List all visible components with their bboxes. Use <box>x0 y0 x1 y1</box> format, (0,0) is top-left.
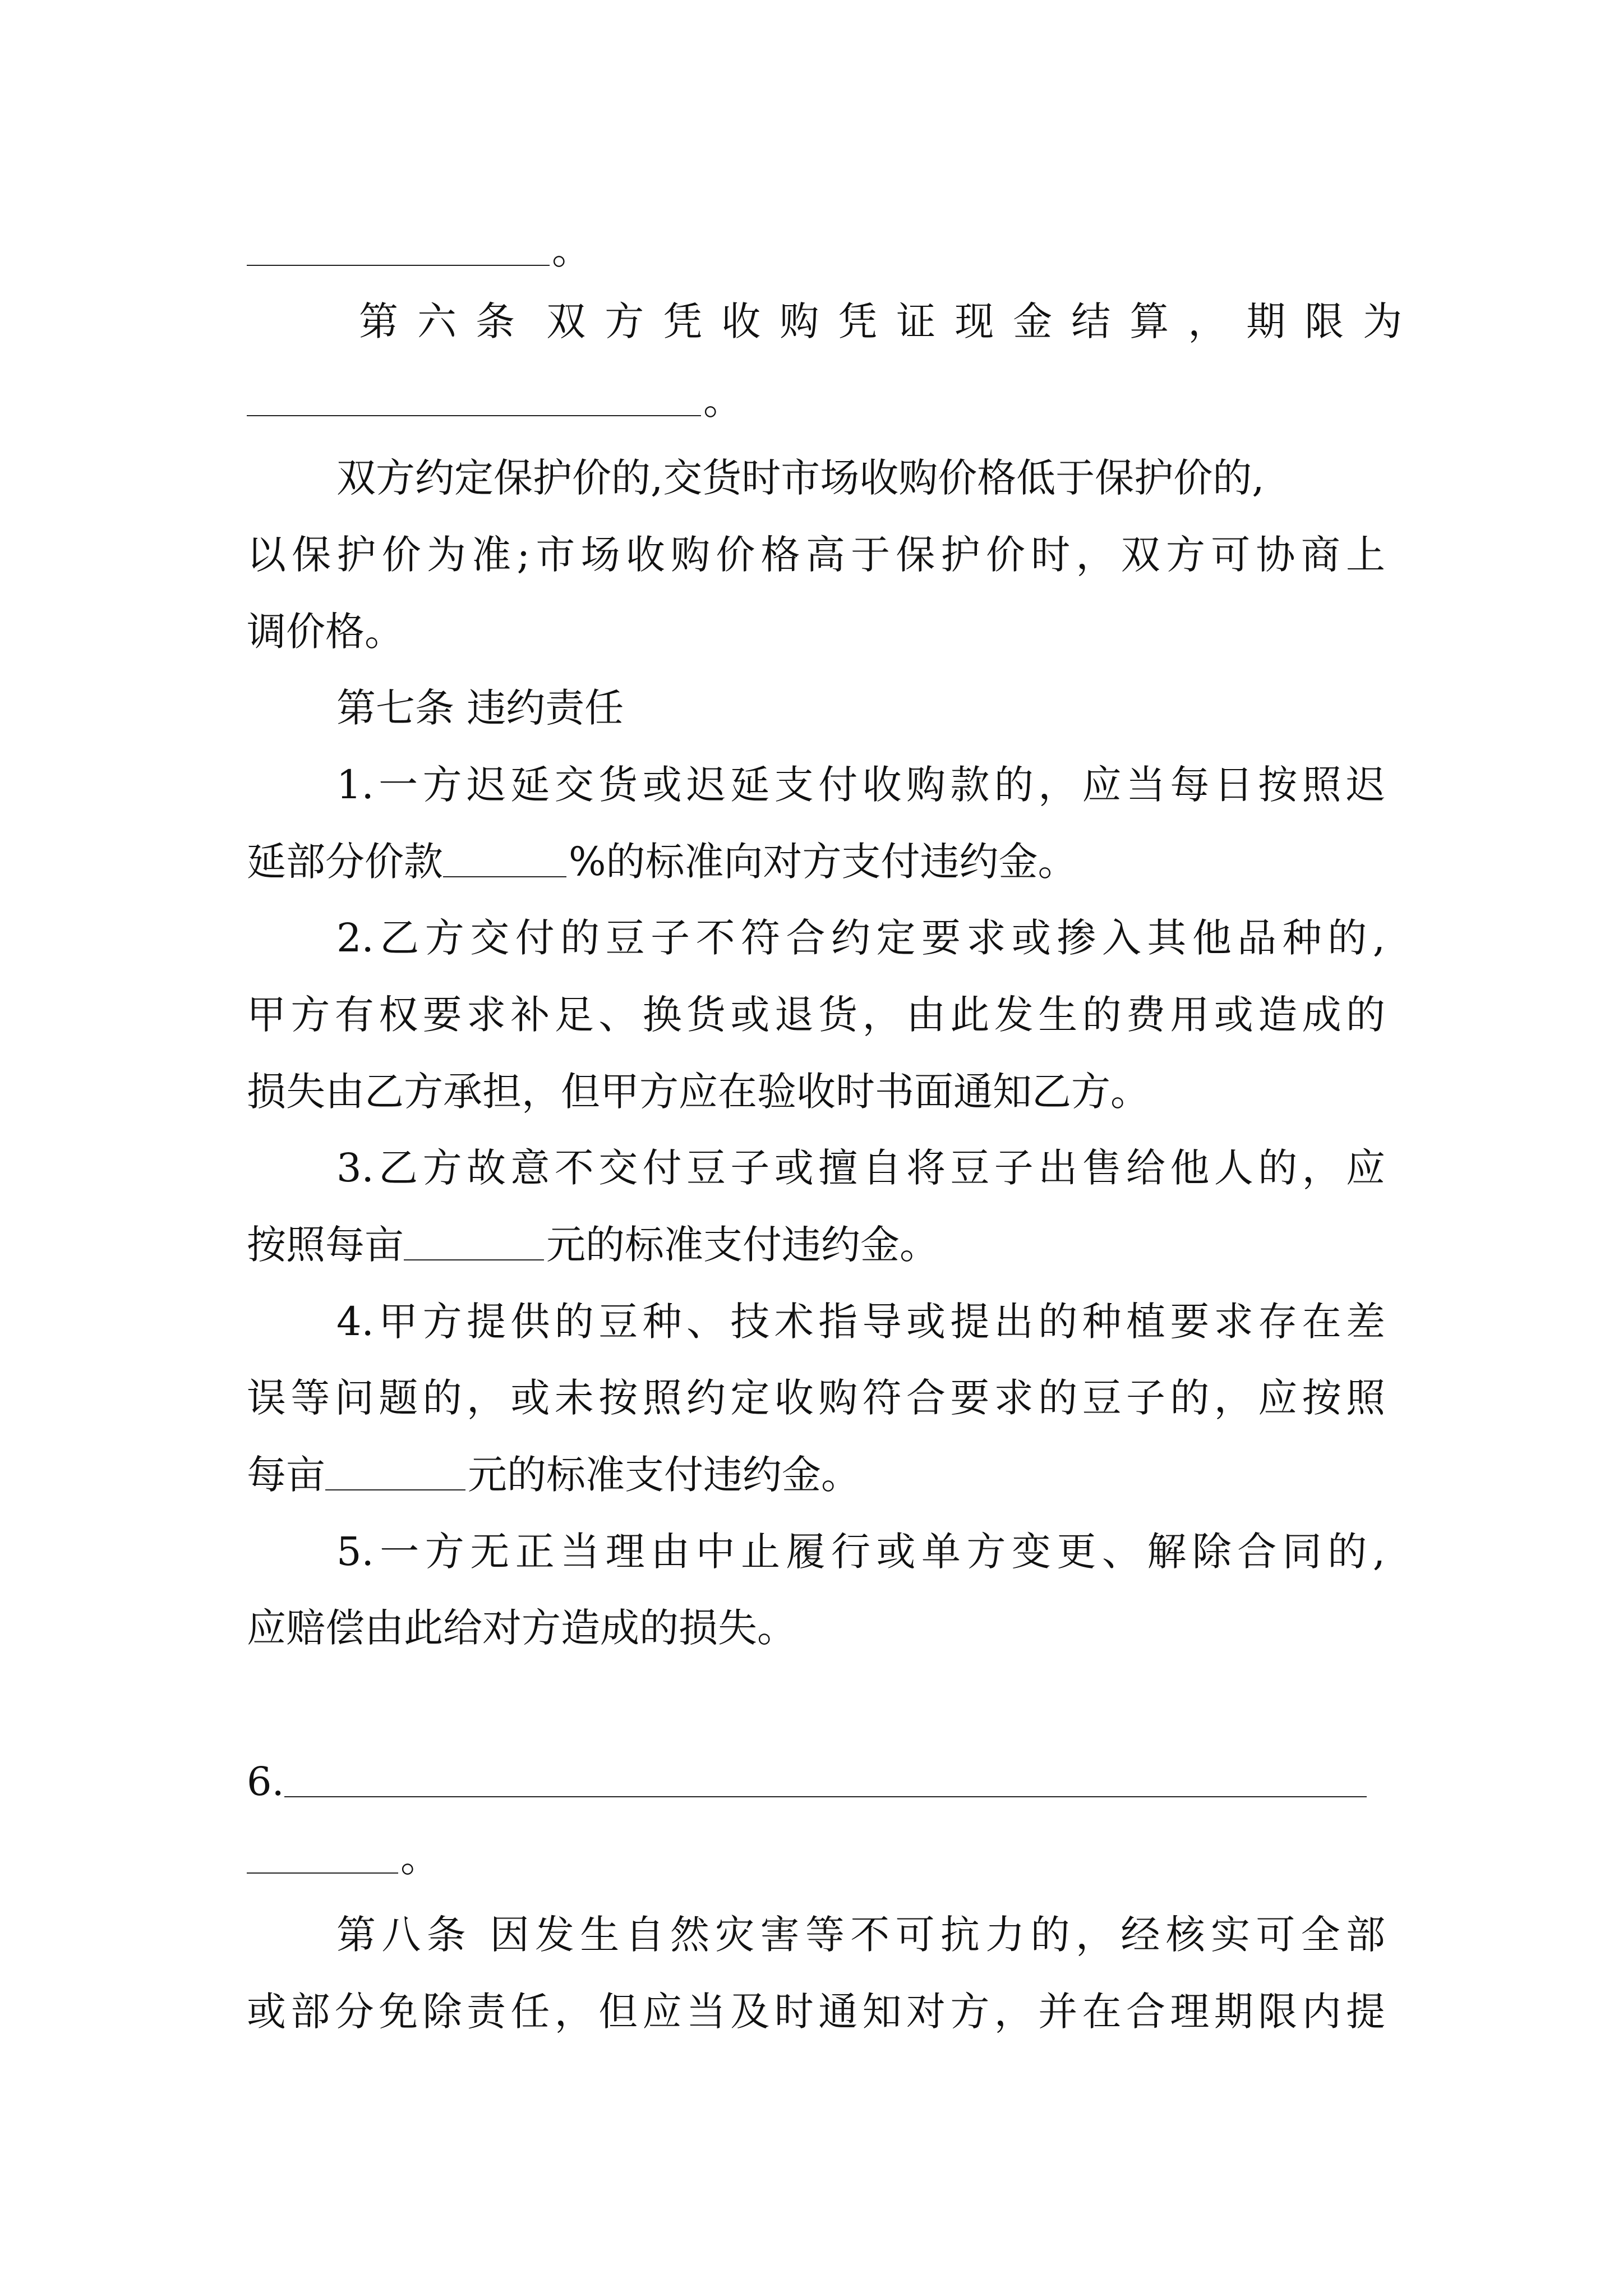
article7-heading: 第七条 违约责任 <box>336 685 624 731</box>
paragraph-line <box>247 1447 1385 1503</box>
text-segment: 每亩 <box>247 1452 325 1498</box>
paragraph-line: 2.乙方交付的豆子不符合约定要求或掺入其他品种的, <box>336 915 1385 961</box>
paragraph-line: 3.乙方故意不交付豆子或擅自将豆子出售给他人的，应 <box>336 1145 1385 1191</box>
article6-text: 双方凭收购凭证现金结算，期限为 <box>546 298 1422 344</box>
article6-heading-line <box>359 293 1422 349</box>
paragraph-line <box>247 1217 1385 1273</box>
paragraph-line: 双方约定保护价的,交货时市场收购价格低于保护价的, <box>336 455 1265 501</box>
article6-blank-line <box>247 372 1385 429</box>
text-segment: 按照每亩 <box>247 1222 404 1268</box>
text-segment: 元的标准支付违约金。 <box>468 1452 860 1498</box>
fill-blank <box>404 1259 544 1260</box>
text-segment: 延部分价款 <box>247 839 443 885</box>
item6-end: 。 <box>400 1835 440 1881</box>
fill-blank <box>247 415 701 416</box>
paragraph-line: 5.一方无正当理由中止履行或单方变更、解除合同的, <box>336 1529 1385 1575</box>
item6-number: 6. <box>247 1759 284 1805</box>
fill-blank <box>325 1489 465 1490</box>
continuation-line <box>247 222 1385 278</box>
fill-blank <box>247 1872 398 1874</box>
fill-blank <box>247 265 550 266</box>
text-segment: 元的标准支付违约金。 <box>546 1222 939 1268</box>
article8-line: 第八条 因发生自然灾害等不可抗力的，经核实可全部 <box>336 1912 1385 1958</box>
item6-line <box>247 1754 1385 1810</box>
fill-blank <box>284 1796 1367 1797</box>
article6-blank-end: 。 <box>703 378 743 424</box>
paragraph-line: 4.甲方提供的豆种、技术指导或提出的种植要求存在差 <box>336 1299 1385 1345</box>
paragraph-line: 误等问题的，或未按照约定收购符合要求的豆子的，应按照 <box>247 1375 1385 1421</box>
continuation-end: 。 <box>552 227 591 273</box>
paragraph-line: 以保护价为准;市场收购价格高于保护价时，双方可协商上 <box>247 532 1385 578</box>
paragraph-line: 1.一方迟延交货或迟延支付收购款的，应当每日按照迟 <box>336 762 1385 808</box>
text-segment: %的标准向对方支付违约金。 <box>569 839 1077 885</box>
paragraph-line: 应赔偿由此给对方造成的损失。 <box>247 1605 796 1651</box>
item6-continuation <box>247 1830 1385 1886</box>
fill-blank <box>443 876 566 877</box>
paragraph-line: 甲方有权要求补足、换货或退货，由此发生的费用或造成的 <box>247 992 1385 1038</box>
paragraph-line: 调价格。 <box>247 609 404 655</box>
article6-heading: 第六条 <box>359 298 534 344</box>
article8-line: 或部分免除责任，但应当及时通知对方，并在合理期限内提 <box>247 1989 1385 2035</box>
paragraph-line: 损失由乙方承担，但甲方应在验收时书面通知乙方。 <box>247 1069 1150 1115</box>
paragraph-line <box>247 834 1385 890</box>
